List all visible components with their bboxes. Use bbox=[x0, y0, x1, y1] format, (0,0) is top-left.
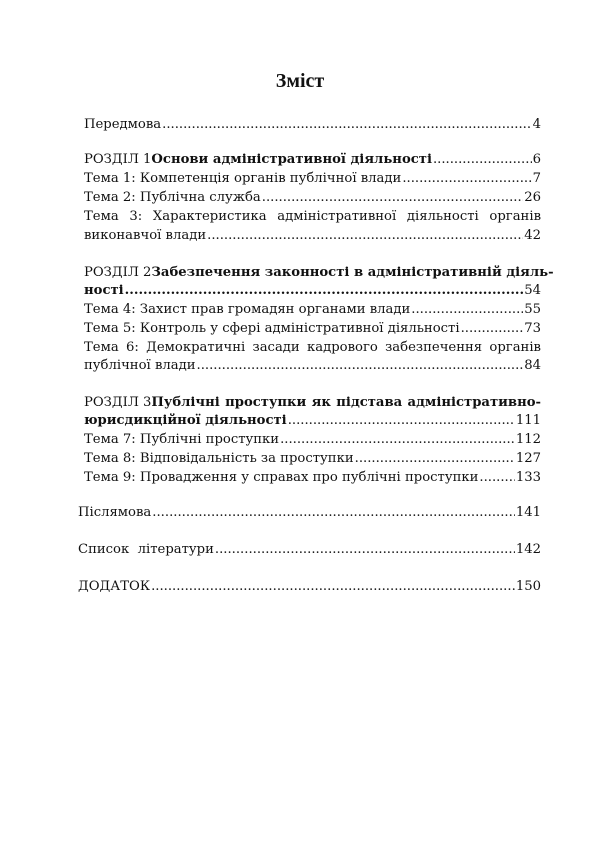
toc-entry-afterword[interactable] bbox=[78, 504, 541, 521]
toc-page-number: 150 bbox=[515, 579, 541, 594]
toc-section-title-cont: ності bbox=[84, 283, 124, 298]
toc-dot-leader bbox=[411, 301, 523, 318]
toc-entry-section-3-line1[interactable] bbox=[84, 394, 541, 411]
toc-page-number: 142 bbox=[515, 542, 541, 557]
toc-entry-section-3[interactable] bbox=[84, 412, 541, 429]
toc-dot-leader bbox=[197, 357, 524, 374]
toc-entry-title: Передмова bbox=[84, 117, 162, 132]
toc-entry-title: Список літератури bbox=[78, 542, 214, 557]
toc-dot-leader bbox=[262, 189, 523, 206]
toc-page-number: 133 bbox=[515, 470, 541, 485]
toc-entry-topic-3-line1[interactable]: Тема 3: Характеристика адміністративної діяльності органів bbox=[84, 209, 541, 224]
toc-entry-title: Післямова bbox=[78, 505, 152, 520]
toc-dot-leader bbox=[288, 412, 515, 429]
toc-page-number: 6 bbox=[532, 152, 541, 167]
toc-page-number: 55 bbox=[524, 302, 541, 317]
toc-page-number: 54 bbox=[524, 283, 541, 298]
toc-entry-topic-6[interactable] bbox=[84, 357, 541, 374]
toc-dot-leader bbox=[207, 227, 523, 244]
toc-dot-leader bbox=[280, 431, 515, 448]
toc-entry-appendix[interactable] bbox=[78, 578, 541, 595]
toc-dot-leader bbox=[151, 578, 515, 595]
toc-entry-title: публічної влади bbox=[84, 358, 196, 373]
toc-page-number: 42 bbox=[524, 228, 541, 243]
toc-section-title: Забезпечення законності в адміністративній діяль- bbox=[151, 265, 554, 280]
toc-page-number: 4 bbox=[532, 117, 541, 132]
toc-entry-section-1[interactable] bbox=[84, 151, 541, 168]
toc-entry-section-2[interactable] bbox=[84, 282, 541, 299]
page-title: Зміст bbox=[275, 70, 325, 92]
toc-page-number: 112 bbox=[515, 432, 541, 447]
toc-entry-title: Тема 5: Контроль у сфері адміністративної діяльності bbox=[84, 321, 460, 336]
toc-entry-title: ДОДАТОК bbox=[78, 579, 151, 594]
toc-entry-topic-7[interactable] bbox=[84, 431, 541, 448]
toc-page-number: 127 bbox=[515, 451, 541, 466]
toc-entry-title: виконавчої влади bbox=[84, 228, 207, 243]
toc-page-number: 84 bbox=[524, 358, 541, 373]
toc-dot-leader bbox=[402, 170, 531, 187]
toc-entry-topic-8[interactable] bbox=[84, 450, 541, 467]
toc-page-number: 73 bbox=[524, 321, 541, 336]
toc-page-number: 111 bbox=[515, 413, 541, 428]
toc-entry-title: Тема 9: Провадження у справах про публічні проступки bbox=[84, 470, 479, 485]
toc-entry-preface[interactable] bbox=[84, 116, 541, 133]
toc-entry-title: Тема 7: Публічні проступки bbox=[84, 432, 280, 447]
toc-entry-title: Тема 2: Публічна служба bbox=[84, 190, 261, 205]
toc-entry-topic-1[interactable] bbox=[84, 170, 541, 187]
toc-entry-topic-2[interactable] bbox=[84, 189, 541, 206]
toc-entry-title: Тема 4: Захист прав громадян органами влади bbox=[84, 302, 411, 317]
toc-dot-leader bbox=[152, 504, 515, 521]
toc-section-label: РОЗДІЛ 3 bbox=[84, 395, 152, 410]
toc-entry-topic-6-line1[interactable]: Тема 6: Демократичні засади кадрового забезпечення органів bbox=[84, 340, 541, 355]
toc-dot-leader bbox=[215, 541, 515, 558]
toc-dot-leader bbox=[433, 151, 532, 168]
toc-dot-leader bbox=[162, 116, 531, 133]
toc-entry-topic-9[interactable] bbox=[84, 469, 541, 486]
toc-dot-leader bbox=[461, 320, 524, 337]
toc-entry-title: Тема 1: Компетенція органів публічної влади bbox=[84, 171, 402, 186]
toc-entry-topic-5[interactable] bbox=[84, 320, 541, 337]
toc-section-title-cont: юрисдикційної діяльності bbox=[84, 413, 287, 428]
toc-section-title: Публічні проступки як підстава адміністративно- bbox=[151, 395, 541, 410]
toc-dot-leader bbox=[479, 469, 514, 486]
toc-dot-leader bbox=[125, 282, 524, 299]
toc-entry-section-2-line1[interactable] bbox=[84, 264, 554, 281]
toc-page-number: 26 bbox=[524, 190, 541, 205]
toc-page-number: 7 bbox=[532, 171, 541, 186]
toc-entry-topic-4[interactable] bbox=[84, 301, 541, 318]
toc-entry-title: Тема 8: Відповідальність за проступки bbox=[84, 451, 354, 466]
toc-dot-leader bbox=[355, 450, 515, 467]
toc-section-title: Основи адміністративної діяльності bbox=[151, 152, 432, 167]
toc-entry-references[interactable] bbox=[78, 541, 541, 558]
toc-page-number: 141 bbox=[515, 505, 541, 520]
toc-section-label: РОЗДІЛ 1 bbox=[84, 152, 152, 167]
toc-section-label: РОЗДІЛ 2 bbox=[84, 265, 152, 280]
toc-entry-topic-3[interactable] bbox=[84, 227, 541, 244]
